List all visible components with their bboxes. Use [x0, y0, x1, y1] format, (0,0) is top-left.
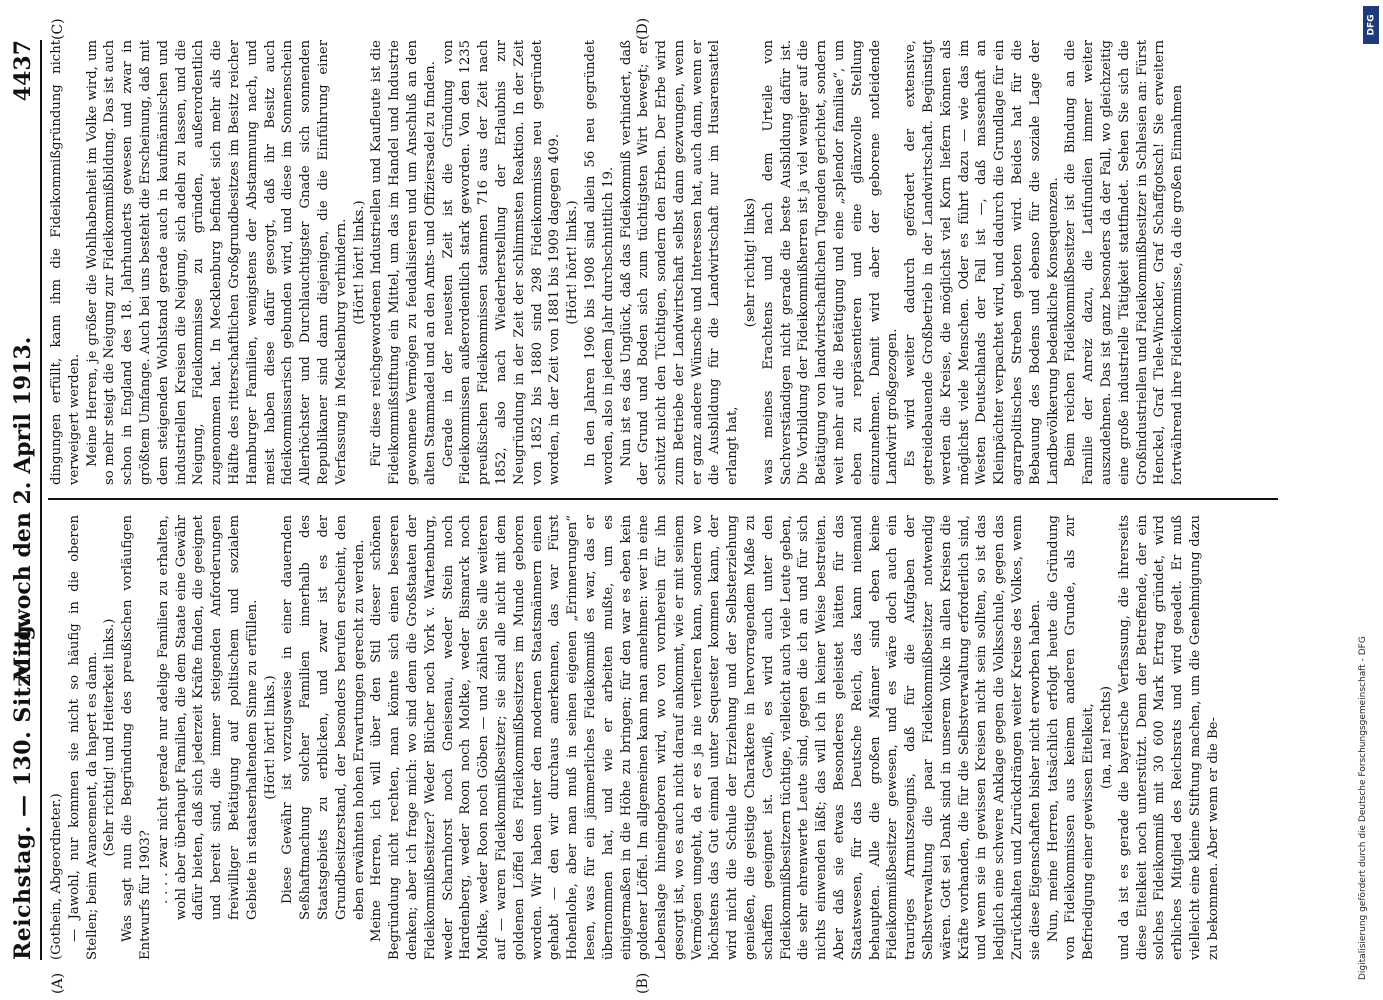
paragraph: In den Jahren 1906 bis 1908 sind allein 56 neu gegründet worden, also in jedem Jahr durchschnittlich 19. — [582, 40, 616, 485]
column-divider — [48, 498, 1278, 500]
dfg-logo-text: DFG — [1366, 14, 1377, 36]
paragraph: Meine Herren, je größer die Wohlhabenheit im Volke wird, um so mehr steigt die Neigung zur Fideikommißbildung. Das ist auch schon in England des 18. Jahrhunderts gewesen und zwar in größtem Umfange. Auch bei uns besteht die Erscheinung, daß mit dem steigenden Wohlstand gerade auch in kaufmännischen und industriellen Kreisen die Neigung, sich adeln zu lassen, und die Neigung, Fideikommisse zu gründen, außerordentlich zugenommen hat. In Mecklenburg befindet sich mehr als die Hälfte des ritterschaftlichen Großgrundbesitzes im Besitz reicher Hamburger Familien, wenigstens der Abstammung nach, und meist haben diese dafür gesorgt, daß ihr Besitz auch fideikommissarisch gebunden wird, und diese im Sonnenschein Allerhöchster und Durchlauchtigster Gnade sich sonnenden Republikaner sind dann diejenigen, die die Einführung einer Verfassung in Mecklenburg verhindern. — [84, 40, 349, 485]
interjection: (na, na! rechts) — [1099, 686, 1115, 789]
digitization-note-text: Digitalisierung gefördert durch die Deutsche Forschungsgemeinschaft - DFG — [1358, 636, 1368, 980]
margin-marker-a: (A) — [50, 972, 66, 994]
quotation: . . . . zwar nicht gerade nur adelige Familien zu erhalten, wohl aber überhaupt Familien, die dem Staate eine Gewähr dafür bieten, daß sich jederzeit Kräfte finden, die geeignet und bereit sind, die immer steigenden Anforderungen freiwilliger Betätigung auf politischem und sozialem Gebiete in staatserhaltendem Sinne zu erfüllen. — [155, 515, 260, 920]
digitization-note — [1358, 20, 1378, 980]
header-date: Mittwoch den 2. April 1913. — [10, 336, 36, 682]
margin-marker-d: (D) — [635, 17, 651, 40]
paragraph: — Jawohl, nur kommen sie nicht so häufig in die oberen Stellen; beim Avancement, da hapert es dann. — [66, 515, 100, 960]
speaker-line: (Gothein, Abgeordneter.) — [49, 793, 64, 960]
header-session-title: Reichstag. — 130. Sitzung. — [10, 616, 36, 960]
page-header — [6, 40, 42, 960]
paragraph: dingungen erfüllt, kann ihm die Fideikommißgründung nicht verweigert werden. — [49, 40, 82, 485]
interjection: (Sehr richtig! und Heiterkeit links.) — [102, 618, 118, 857]
paragraph: Nun ist es das Unglück, daß das Fideikommiß verhindert, daß der Grund und Boden sich zum tüchtigsten Wirt bewegt; er schützt nicht den Tüchtigen, sondern den Erben. Der Erbe wird zum Betriebe der Landwirtschaft selbst dann gezwungen, wenn er ganz andere Wünsche und Interessen hat, auch dann, wenn er die Ausbildung für die Landwirtschaft nur im Husarensattel erlangt hat, — [618, 40, 741, 485]
right-column — [48, 40, 1187, 485]
paragraph: Gerade in der neuesten Zeit ist die Gründung von Fideikommissen außerordentlich stark geworden. Von den 1235 preußischen Fideikommissen stammen 716 aus der Zeit nach 1852, also nach Wiederherstellung der Erlaubnis zur Neugründung in der Zeit der schlimmsten Reaktion. In der Zeit von 1852 bis 1880 sind 298 Fideikommisse neu gegründet worden, in der Zeit von 1881 bis 1909 dagegen 409. — [440, 40, 563, 485]
quotation: Diese Gewähr ist vorzugsweise in einer dauernden Seßhaftmachung solcher Familien innerhalb des Staatsgebiets zu erblicken, und zwar ist es der Grundbesitzerstand, der besonders berufen erscheint, den eben erwähnten hohen Erwartungen gerecht zu werden. — [280, 515, 367, 920]
interjection: (sehr richtig! links) — [743, 197, 759, 328]
paragraph: und da ist es gerade die bayerische Verfassung, die ihrerseits diese Eitelkeit noch unterstützt. Denn der Betreffende, der ein solches Fideikommiß mit 30 600 Mark Ertrag gründet, wird erbliches Mitglied des Reichsrats und wird geadelt. Er muß vielleicht eine kleine Stiftung machen, um die Genehmigung dazu zu bekommen. Aber wenn er die Be- — [1116, 515, 1221, 960]
paragraph: Meine Herren, ich will über den Stil dieser schönen Begründung nicht rechten, man könnte sich einen besseren denken; aber ich frage mich: wo sind denn die Großstaaten der Fideikommißbesitzer? Weder Blücher noch York v. Wartenburg, weder Scharnhorst noch Gneisenau, weder Stein noch Hardenberg, weder Roon noch Moltke, weder Bismarck noch Moltke, weder Roon noch Göben — und zählen Sie alle weiteren auf — waren Fideikommißbesitzer; sie sind alle nicht mit dem goldenen Löffel des Fideikommißbesitzers im Munde geboren worden. Wir haben unter den modernen Staatsmännern einen gehabt — den wir durchaus anerkennen, das war Fürst Hohenlohe, aber man muß in seinen eigenen „Erinnerungen“ lesen, was für ein jämmerliches Fideikommiß es war, das er übernommen hat, und wie er arbeiten mußte, um es einigermaßen in die Höhe zu bringen; für den war es eben kein goldener Löffel. Im allgemeinen kann man annehmen: wer in eine Lebenslage hineingeboren wird, wo von vornherein für ihn gesorgt ist, wo es auch nicht darauf ankommt, wie er mit seinem Vermögen umgeht, da er es ja nie verlieren kann, sondern wo höchstens das Gut einmal unter Sequester kommen kann, der wird nicht die Schule der Erziehung und der Selbsterziehung genießen, die geistige Charaktere in hervorragendem Maße zu schaffen geeignet ist. Gewiß, es wird auch unter den Fideikommißbesitzern tüchtige, vielleicht auch viele Leute geben, die sehr ehrenwerte Leute sind, gegen die ich an und für sich nichts einwenden läßt; das will ich in keiner Weise bestreiten. Aber daß sie etwas Besonderes geleistet hätten für das Staatswesen, für das Deutsche Reich, das kann niemand behaupten. Alle die großen Männer sind eben keine Fideikommißbesitzer gewesen, und es wäre doch auch ein trauriges Armutszeugnis, daß für die Aufgaben der Selbstverwaltung die paar Fideikommißbesitzer notwendig wären. Gott sei Dank sind in unserem Volke in allen Kreisen die Kräfte vorhanden, die für die Selbstverwaltung erforderlich sind, und wenn sie in gewissen Kreisen nicht sein sollten, so ist das lediglich eine schwere Anklage gegen die Volksschule, gegen das Zurückhalten und Zurückdrängen weiter Kreise des Volkes, wenn sie diese Eigenschaften bisher nicht erworben haben. — [369, 515, 1043, 960]
interjection: (Hört! hört! links.) — [565, 200, 581, 325]
margin-marker-c: (C) — [50, 18, 66, 40]
margin-marker-b: (B) — [635, 972, 651, 994]
paragraph: Nun, meine Herren, tatsächlich erfolgt heute die Gründung von Fideikommissen aus keinem anderen Grunde, als zur Befriedigung einer gewissen Eitelkeit, — [1045, 515, 1097, 960]
header-date-page — [10, 40, 36, 681]
interjection: (Hört! hört! links.) — [262, 675, 278, 800]
paragraph: was meines Erachtens und nach dem Urteile von Sachverständigen nicht gerade die beste Ausbildung dafür ist. Die Vorbildung der Fideikommißherren ist ja viel weniger auf die Betätigung von landwirtschaftlichen Tugenden gerichtet, sondern weit mehr auf die Betätigung und eine „splendor familiae“, um eben zu repräsentieren und eine glänzvolle Stellung einzunehmen. Damit wird aber der geborene notleidende Landwirt großgezogen. — [760, 40, 901, 485]
paragraph: Was sagt nun die Begründung des preußischen vorläufigen Entwurfs für 1903? — [120, 515, 153, 960]
paragraph: Für diese reichgewordenen Industriellen und Kaufleute ist die Fideikommißstiftung ein Mittel, um das im Handel und Industrie gewonnene Vermögen zu feudalisieren und um Anschluß an den alten Stammadel und an den Amts- und Offiziersadel zu finden. — [369, 40, 438, 485]
paragraph: Es wird weiter dadurch gefördert der extensive, getreidebauende Großbetrieb in der Landwirtschaft. Begünstigt werden die Kreise, die möglichst viel Korn liefern können als möglichst viele Menschen. Oder es führt dazu — wie das im Westen Deutschlands der Fall ist —, daß massenhaft an Kleinpächter verpachtet wird, und dadurch die Grundlage für ein agrarpolitisches Streben geboten wird. Beides hat für die Bebauung des Bodens und ebenso für die soziale Lage der Landbevölkerung bedenkliche Konsequenzen. — [903, 40, 1061, 485]
paragraph: Beim reichen Fideikommißbesitzer ist die Bindung an die Familie der Anreiz dazu, die Latifundien immer weiter auszudehnen. Das ist ganz besonders da der Fall, wo gleichzeitig eine große industrielle Tätigkeit stattfindet. Sehen Sie sich die Großindustriellen und Fideikommißbesitzer in Schlesien an: Fürst Henckel, Graf Tiele-Winckler, Graf Schaffgotsch! Sie erweitern fortwährend ihre Fideikommisse, da die großen Einnahmen — [1063, 40, 1186, 485]
left-column — [48, 515, 1223, 960]
interjection: (Hört! hört! links.) — [351, 200, 367, 325]
page-number: 4437 — [10, 40, 36, 102]
